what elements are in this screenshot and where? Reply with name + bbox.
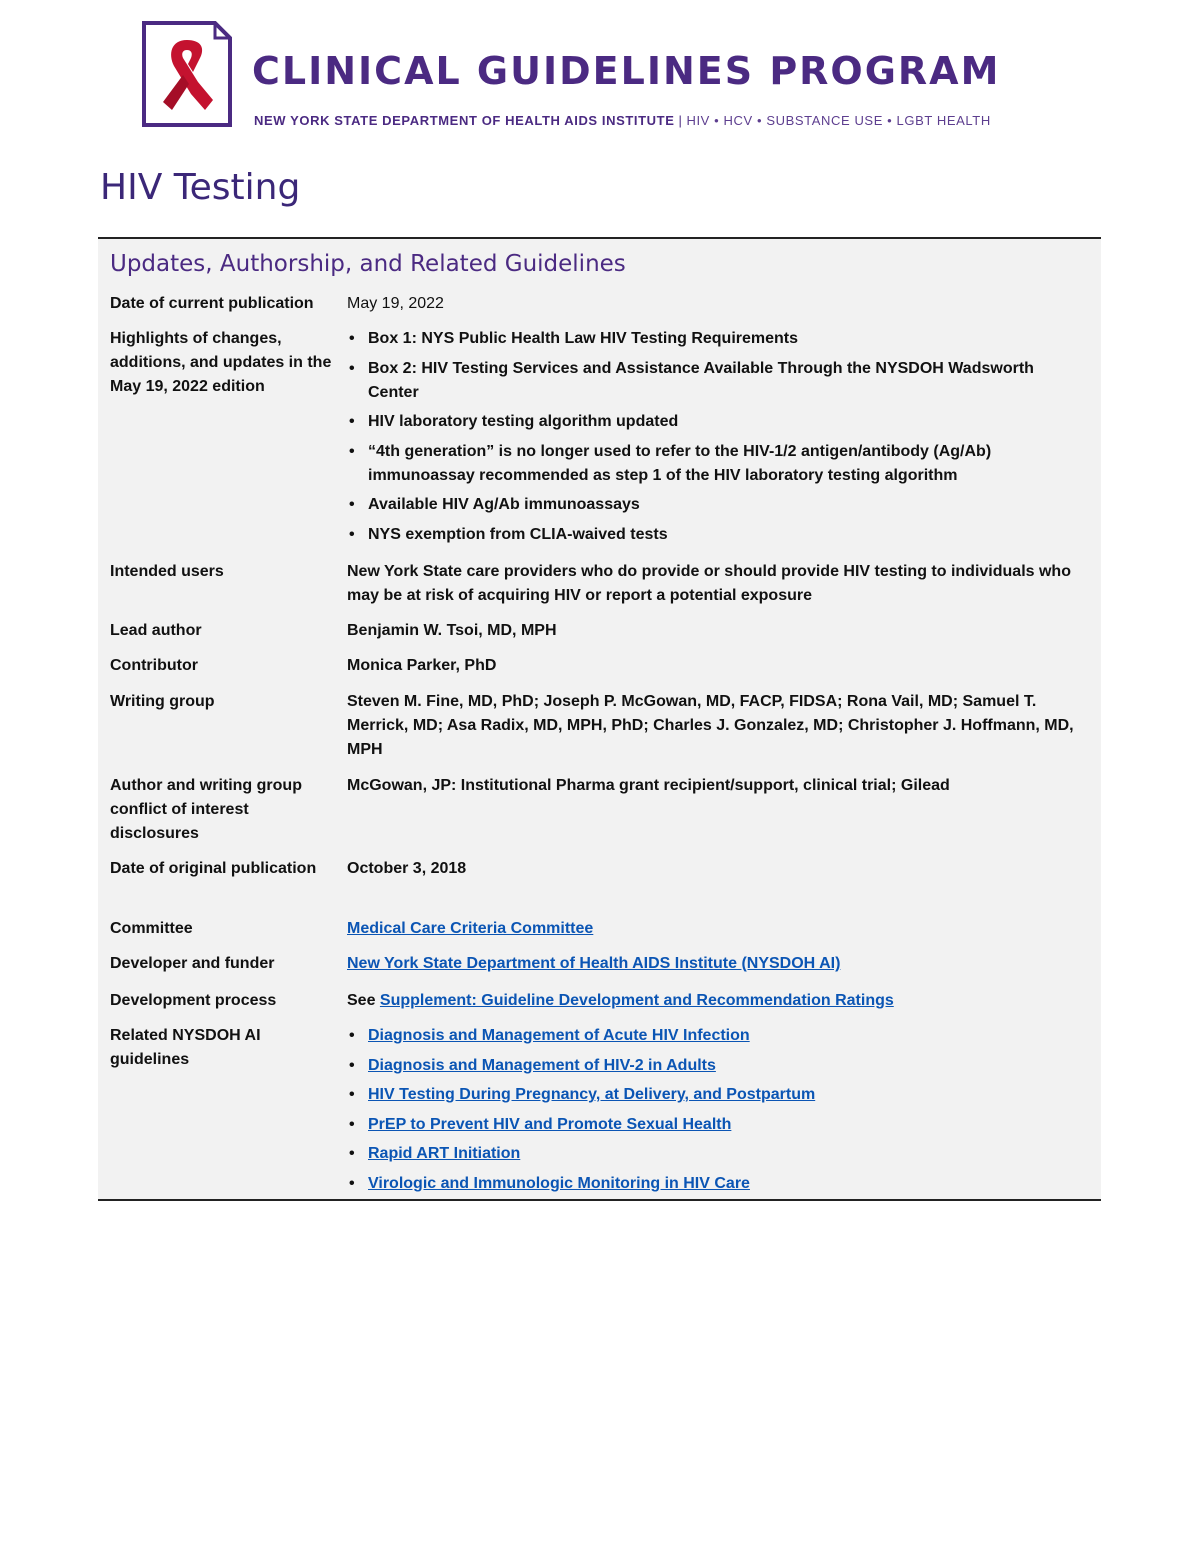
related-link[interactable]: Diagnosis and Management of HIV-2 in Adults	[368, 1056, 716, 1074]
row-label: Writing group	[110, 693, 215, 710]
brand-sub-topics: HIV • HCV • SUBSTANCE USE • LGBT HEALTH	[686, 113, 991, 128]
list-item: • Box 1: NYS Public Health Law HIV Testing Requirements	[347, 327, 1077, 351]
related-link[interactable]: HIV Testing During Pregnancy, at Delivery, and Postpartum	[368, 1086, 816, 1103]
list-item: • Available HIV Ag/Ab immunoassays	[347, 493, 1077, 517]
list-item	[347, 1054, 1077, 1078]
supplement-link[interactable]: Supplement: Guideline Development and Recommendation Ratings	[379, 992, 894, 1009]
row-value: Steven M. Fine, MD, PhD; Joseph P. McGowan, MD, FACP, FIDSA; Rona Vail, MD; Samuel T. Merrick, MD; Asa Radix, MD, MPH, PhD; Charles J. Gonzalez, MD; Christopher J. Hoffmann, MD, MPH	[347, 693, 1074, 758]
row-label: Intended users	[110, 563, 224, 580]
panel-heading: Updates, Authorship, and Related Guidelines	[110, 251, 626, 277]
row-value	[347, 327, 1077, 552]
list-item: • Box 2: HIV Testing Services and Assistance Available Through the NYSDOH Wadsworth Center	[347, 357, 1077, 405]
row-label: Lead author	[110, 622, 202, 639]
list-item	[347, 1024, 1077, 1048]
row-value: May 19, 2022	[347, 295, 444, 312]
list-item	[347, 1113, 1077, 1137]
brand-sub-institute: NEW YORK STATE DEPARTMENT OF HEALTH AIDS INSTITUTE	[254, 113, 675, 128]
brand-title: CLINICAL GUIDELINES PROGRAM	[252, 49, 1001, 93]
row-label: Contributor	[110, 657, 198, 674]
process-prefix: See	[347, 992, 376, 1009]
list-item: • NYS exemption from CLIA-waived tests	[347, 523, 1077, 547]
list-item: • HIV laboratory testing algorithm updated	[347, 410, 1077, 434]
brand-subtitle	[254, 114, 991, 127]
row-label: Date of current publication	[110, 295, 314, 312]
row-value: Benjamin W. Tsoi, MD, MPH	[347, 622, 557, 639]
row-label: Committee	[110, 920, 193, 937]
row-label: Highlights of changes, additions, and updates in the May 19, 2022 edition	[110, 330, 332, 395]
brand-sub-separator: |	[678, 113, 683, 128]
row-value	[347, 917, 1077, 941]
red-ribbon-icon	[141, 20, 233, 128]
updates-authorship-panel	[98, 237, 1101, 1201]
page-title: HIV Testing	[100, 167, 301, 208]
row-value	[347, 952, 1077, 976]
row-label: Developer and funder	[110, 955, 275, 972]
row-value: McGowan, JP: Institutional Pharma grant recipient/support, clinical trial; Gilead	[347, 777, 950, 794]
row-label: Development process	[110, 992, 277, 1009]
related-link[interactable]: Diagnosis and Management of Acute HIV Infection	[368, 1027, 750, 1044]
list-item	[347, 1083, 1077, 1107]
related-link[interactable]: Virologic and Immunologic Monitoring in HIV Care	[368, 1174, 750, 1192]
related-link[interactable]: Rapid ART Initiation	[368, 1145, 521, 1162]
row-value: Monica Parker, PhD	[347, 657, 497, 674]
row-value	[347, 989, 1077, 1013]
row-label: Related NYSDOH AI guidelines	[110, 1027, 261, 1068]
row-value: New York State care providers who do provide or should provide HIV testing to individuals who may be at risk of acquiring HIV or report a potential exposure	[347, 563, 1071, 604]
row-label: Date of original publication	[110, 860, 317, 877]
related-link[interactable]: PrEP to Prevent HIV and Promote Sexual Health	[368, 1115, 732, 1133]
list-item	[347, 1142, 1077, 1166]
row-value: October 3, 2018	[347, 860, 467, 877]
program-logo	[141, 20, 233, 128]
committee-link[interactable]: Medical Care Criteria Committee	[347, 920, 594, 937]
row-value	[347, 1024, 1077, 1201]
list-item: • “4th generation” is no longer used to refer to the HIV-1/2 antigen/antibody (Ag/Ab) immunoassay recommended as step 1 of the HIV laboratory testing algorithm	[347, 440, 1077, 488]
related-guidelines-list	[347, 1024, 1077, 1196]
row-label: Author and writing group conflict of interest disclosures	[110, 777, 302, 842]
developer-link[interactable]: New York State Department of Health AIDS Institute (NYSDOH AI)	[347, 955, 841, 972]
highlights-list	[347, 327, 1077, 547]
list-item	[347, 1172, 1077, 1196]
